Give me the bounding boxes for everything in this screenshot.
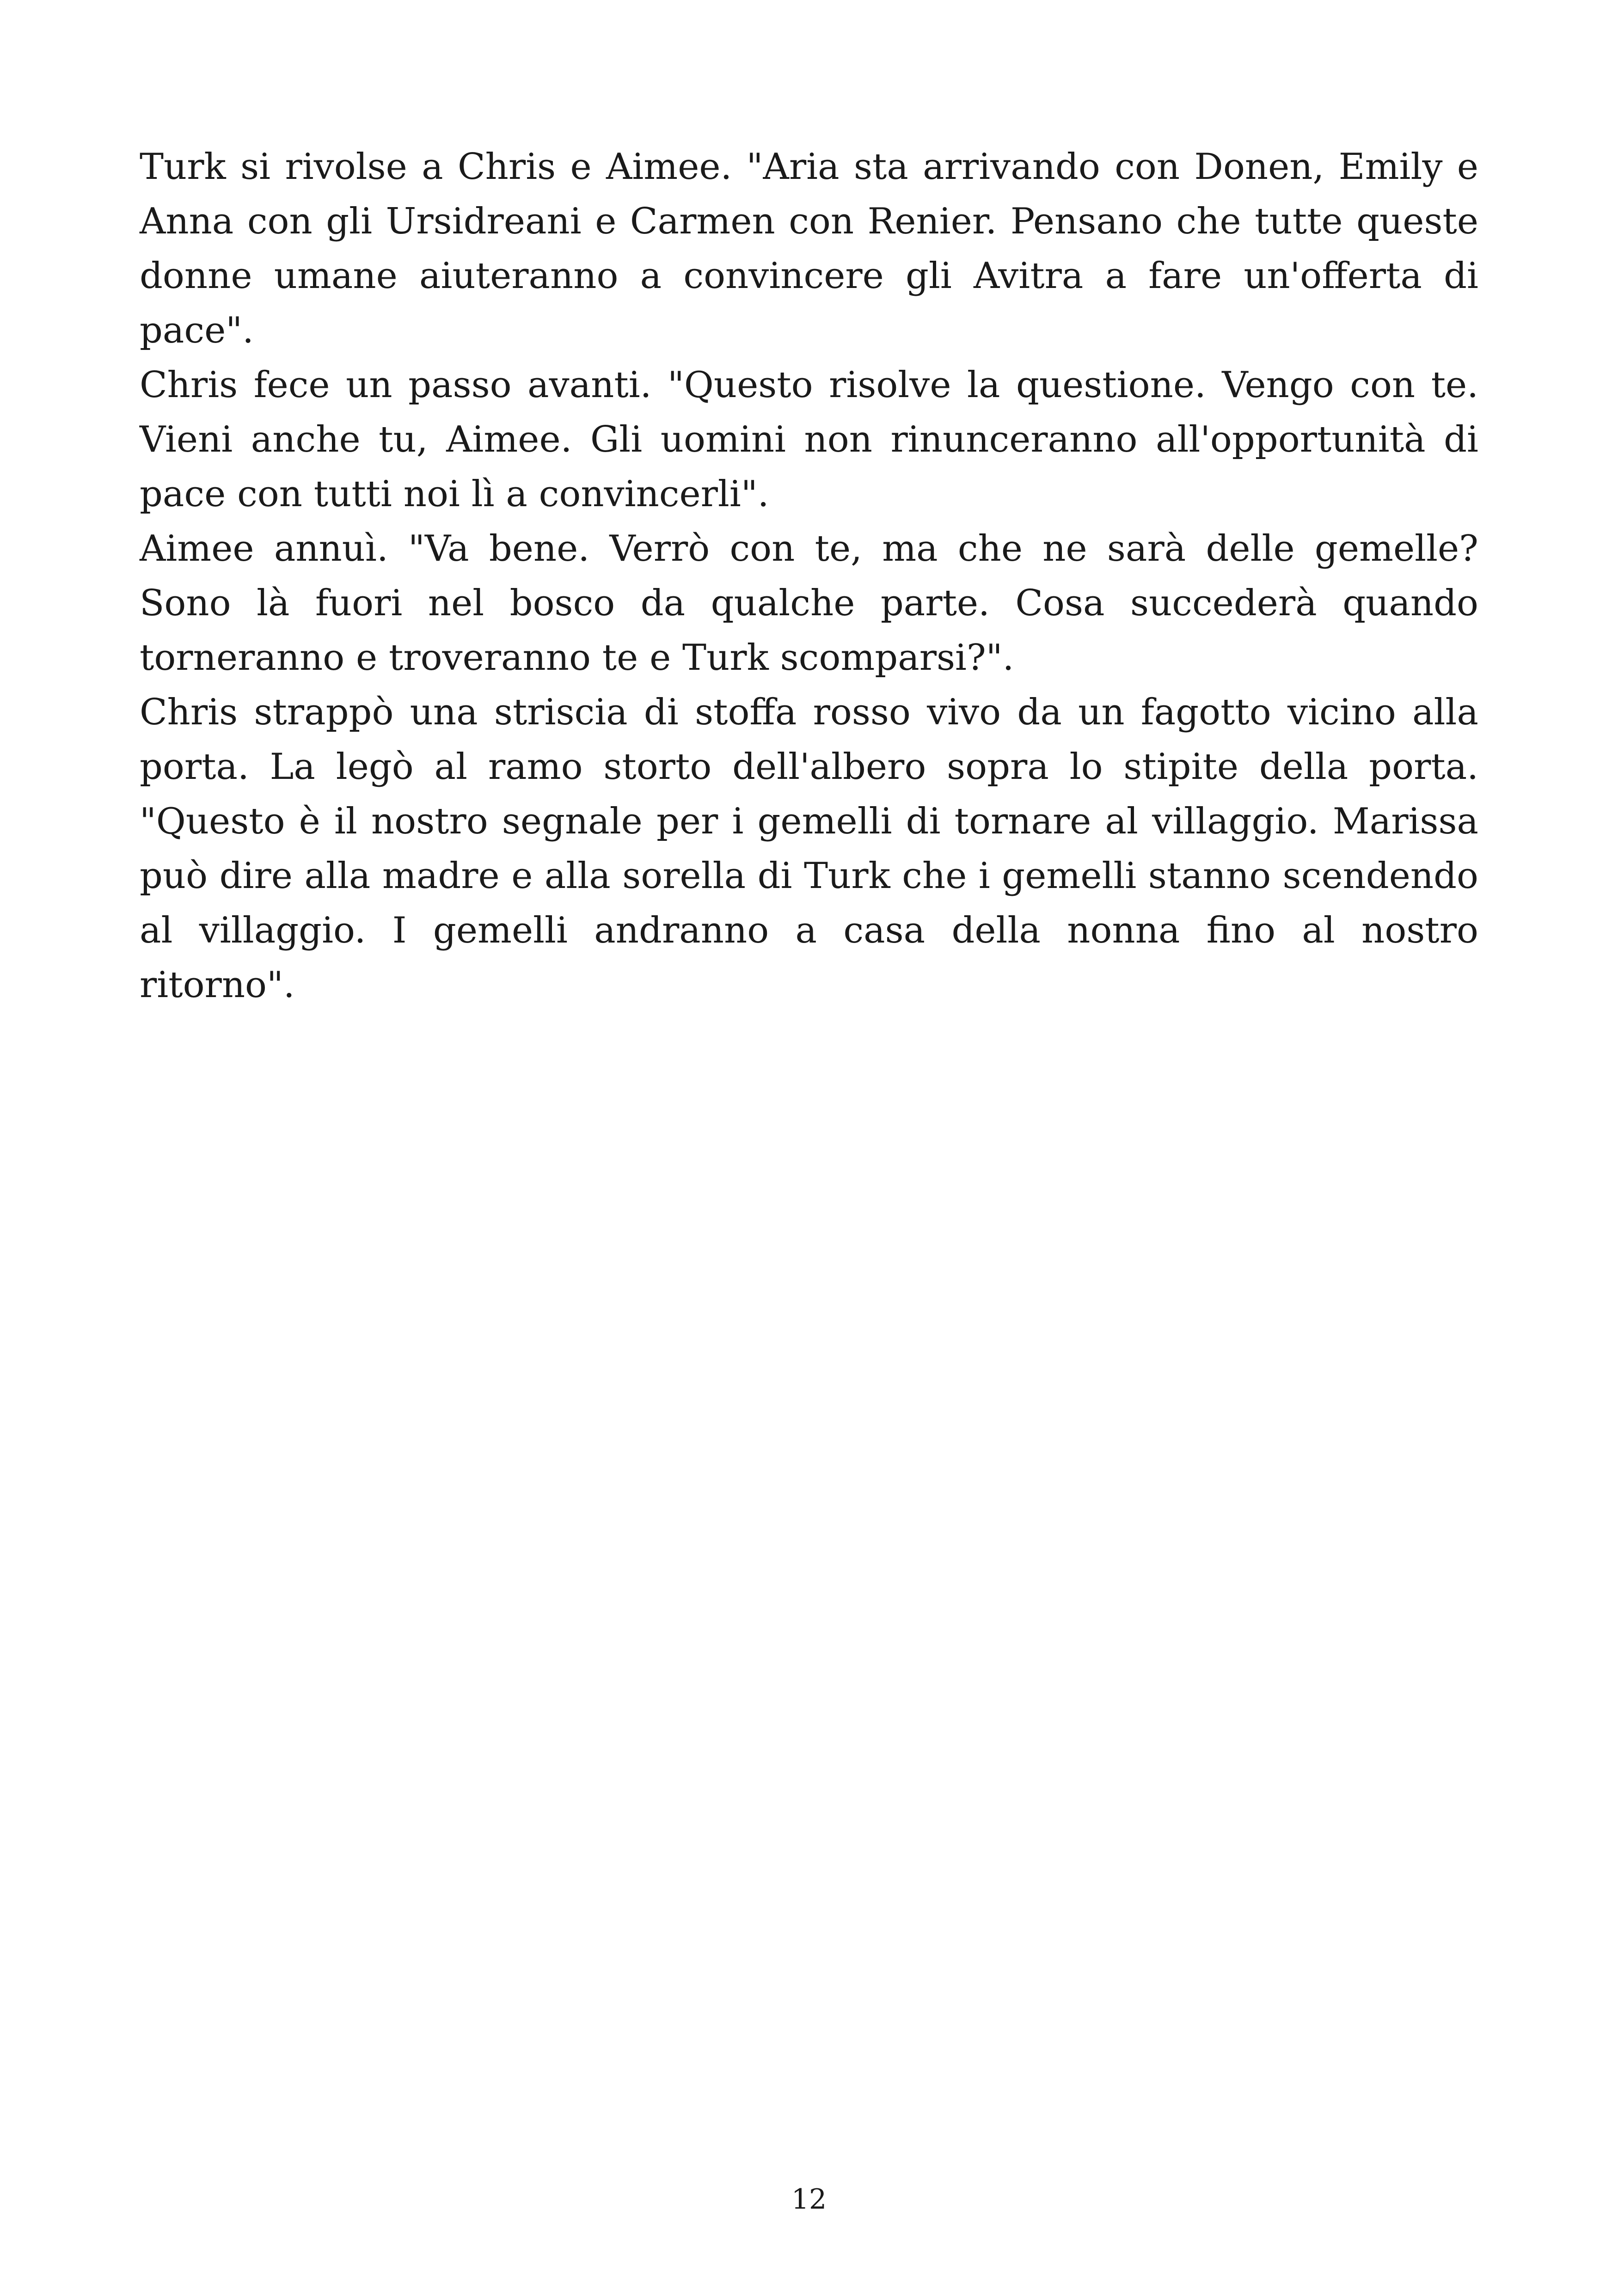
- body-text: [140, 140, 1478, 1012]
- paragraph-4: Chris strappò una striscia di stoffa rosso vivo da un fagotto vicino alla porta. La legò al ramo storto dell'albero sopra lo stipite della porta. "Questo è il nostro segnale per i gemelli di tornare al villaggio. Marissa può dire alla madre e alla sorella di Turk che i gemelli stanno scendendo al villaggio. I gemelli andranno a casa della nonna fino al nostro ritorno".: [140, 692, 1478, 1006]
- paragraph-3: Aimee annuì. "Va bene. Verrò con te, ma che ne sarà delle gemelle? Sono là fuori nel bosco da qualche parte. Cosa succederà quando torneranno e troveranno te e Turk scomparsi?".: [140, 528, 1478, 679]
- page-number: 12: [791, 2183, 827, 2216]
- paragraph-1: Turk si rivolse a Chris e Aimee. "Aria sta arrivando con Donen, Emily e Anna con gli Ursidreani e Carmen con Renier. Pensano che tutte queste donne umane aiuteranno a convincere gli Avitra a fare un'offerta di pace".: [140, 146, 1478, 351]
- paragraph-2: Chris fece un passo avanti. "Questo risolve la questione. Vengo con te. Vieni anche tu, Aimee. Gli uomini non rinunceranno all'opportunità di pace con tutti noi lì a convincerli".: [140, 364, 1478, 515]
